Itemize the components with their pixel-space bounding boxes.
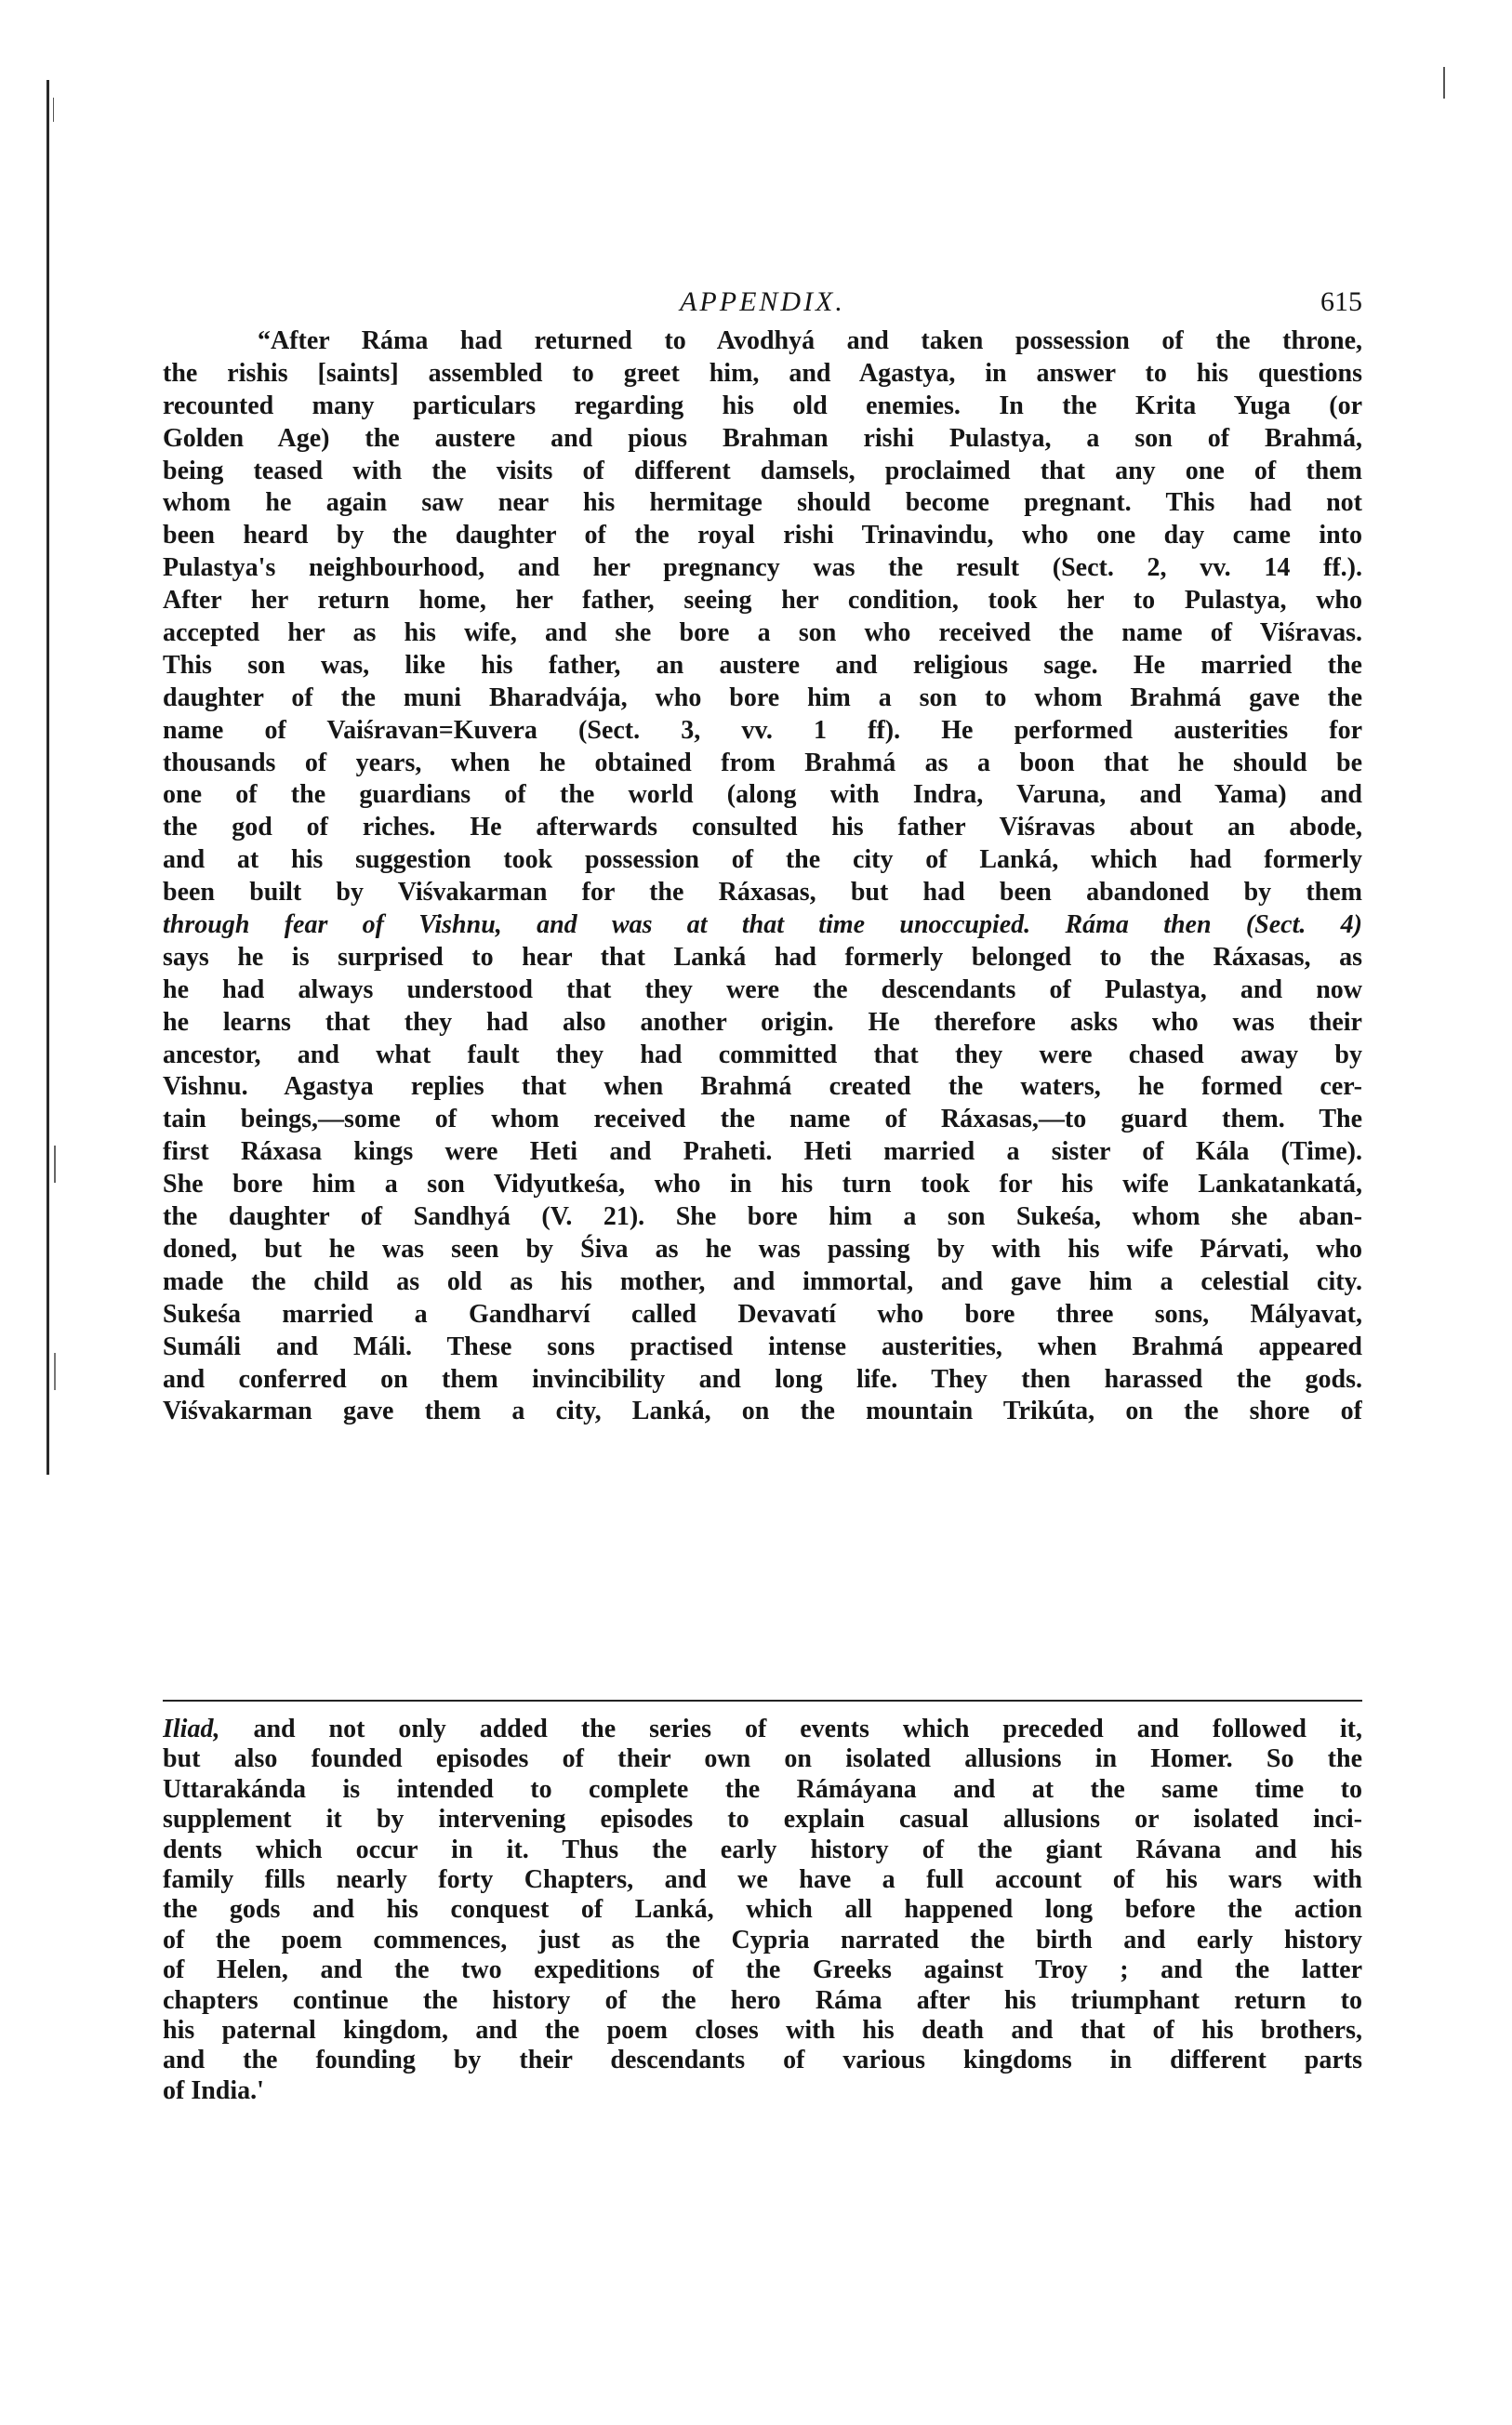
text-line: one of the guardians of the world (along with Indra, Varuna, and Yama) and [163, 780, 1362, 810]
text-line: first Ráxasa kings were Heti and Praheti. Heti married a sister of Kála (Time). [163, 1137, 1362, 1167]
text-line: name of Vaiśravan=Kuvera (Sect. 3, vv. 1 ff). He performed austerities for [163, 715, 1362, 745]
text-line: Pulastya's neighbourhood, and her pregnancy was the result (Sect. 2, vv. 14 ff.). [163, 553, 1362, 583]
text-line: the rishis [saints] assembled to greet him, and Agastya, in answer to his questions [163, 358, 1362, 388]
main-text-block [163, 325, 1362, 1428]
text-line: Vishnu. Agastya replies that when Brahmá created the waters, he formed cer- [163, 1072, 1362, 1102]
footnote-line: and the founding by their descendants of various kingdoms in different parts [163, 2046, 1362, 2075]
footnote-line: of India.' [163, 2075, 264, 2105]
footnote-line: but also founded episodes of their own on isolated allusions in Homer. So the [163, 1744, 1362, 1774]
text-line: whom he again saw near his hermitage should become pregnant. This had not [163, 488, 1362, 518]
text-line: After her return home, her father, seeing her condition, took her to Pulastya, who [163, 586, 1362, 616]
text-line: he learns that they had also another origin. He therefore asks who was their [163, 1007, 1362, 1037]
text-line: Viśvakarman gave them a city, Lanká, on the mountain Trikúta, on the shore of [163, 1397, 1362, 1426]
footnote-line [163, 1715, 1362, 1744]
text-line: Sumáli and Máli. These sons practised intense austerities, when Brahmá appeared [163, 1332, 1362, 1361]
text-line: been heard by the daughter of the royal rishi Trinavindu, who one day came into [163, 521, 1362, 550]
text-line: accepted her as his wife, and she bore a son who received the name of Viśravas. [163, 618, 1362, 648]
text-line: daughter of the muni Bharadvája, who bore him a son to whom Brahmá gave the [163, 682, 1362, 712]
text-line: Golden Age) the austere and pious Brahman rishi Pulastya, a son of Brahmá, [163, 423, 1362, 453]
footnote-lead-italic: Iliad, [163, 1715, 220, 1743]
footnote-block [163, 1715, 1362, 2106]
left-margin-scan-mark [53, 98, 54, 122]
footnote-line: supplement it by intervening episodes to explain casual allusions or isolated inci- [163, 1805, 1362, 1835]
page-number: 615 [1320, 286, 1362, 317]
running-title: APPENDIX. [680, 286, 845, 317]
text-line: he had always understood that they were the descendants of Pulastya, and now [163, 974, 1362, 1004]
text-line: “After Ráma had returned to Avodhyá and taken possession of the throne, [258, 326, 1362, 355]
footnote-lead-rest: and not only added the series of events which preceded and followed it, [253, 1715, 1362, 1743]
right-margin-scan-mark [1443, 67, 1445, 99]
text-line: She bore him a son Vidyutkeśa, who in his turn took for his wife Lankatankatá, [163, 1170, 1362, 1199]
footnote-line: of the poem commences, just as the Cypria narrated the birth and early history [163, 1925, 1362, 1955]
left-margin-scan-mark-middle [54, 1146, 56, 1183]
text-line: the daughter of Sandhyá (V. 21). She bore him a son Sukeśa, whom she aban- [163, 1202, 1362, 1232]
text-line: ancestor, and what fault they had committed that they were chased away by [163, 1040, 1362, 1069]
footnote-line: family fills nearly forty Chapters, and we have a full account of his wars with [163, 1864, 1362, 1894]
text-line: made the child as old as his mother, and immortal, and gave him a celestial city. [163, 1266, 1362, 1296]
footnote-line: dents which occur in it. Thus the early history of the giant Rávana and his [163, 1835, 1362, 1864]
text-line: doned, but he was seen by Śiva as he was passing by with his wife Párvati, who [163, 1234, 1362, 1264]
text-line: says he is surprised to hear that Lanká had formerly belonged to the Ráxasas, as [163, 942, 1362, 972]
text-line: thousands of years, when he obtained from Brahmá as a boon that he should be [163, 748, 1362, 777]
footnote-line: his paternal kingdom, and the poem closes with his death and that of his brothers, [163, 2015, 1362, 2045]
text-line: tain beings,—some of whom received the name of Ráxasas,—to guard them. The [163, 1105, 1362, 1134]
text-line: through fear of Vishnu, and was at that time unoccupied. Ráma then (Sect. 4) [163, 910, 1362, 940]
text-line: and at his suggestion took possession of the city of Lanká, which had formerly [163, 845, 1362, 875]
footnote-line: chapters continue the history of the hero Ráma after his triumphant return to [163, 1985, 1362, 2015]
footnote-line: of Helen, and the two expeditions of the Greeks against Troy ; and the latter [163, 1955, 1362, 1985]
running-head [163, 284, 1362, 321]
text-line: recounted many particulars regarding his old enemies. In the Krita Yuga (or [163, 391, 1362, 420]
text-line: Sukeśa married a Gandharví called Devavatí who bore three sons, Mályavat, [163, 1299, 1362, 1329]
text-line: been built by Viśvakarman for the Ráxasas, but had been abandoned by them [163, 878, 1362, 908]
text-line: the god of riches. He afterwards consulted his father Viśravas about an abode, [163, 813, 1362, 842]
left-margin-scan-mark-lower [54, 1353, 56, 1390]
left-margin-scan-line [46, 80, 49, 1475]
text-line: This son was, like his father, an austere and religious sage. He married the [163, 650, 1362, 680]
footnote-rule [163, 1700, 1362, 1702]
text-line: and conferred on them invincibility and long life. They then harassed the gods. [163, 1364, 1362, 1394]
text-line: being teased with the visits of different damsels, proclaimed that any one of them [163, 456, 1362, 485]
footnote-line: the gods and his conquest of Lanká, which all happened long before the action [163, 1895, 1362, 1925]
footnote-line: Uttarakánda is intended to complete the Rámáyana and at the same time to [163, 1774, 1362, 1804]
